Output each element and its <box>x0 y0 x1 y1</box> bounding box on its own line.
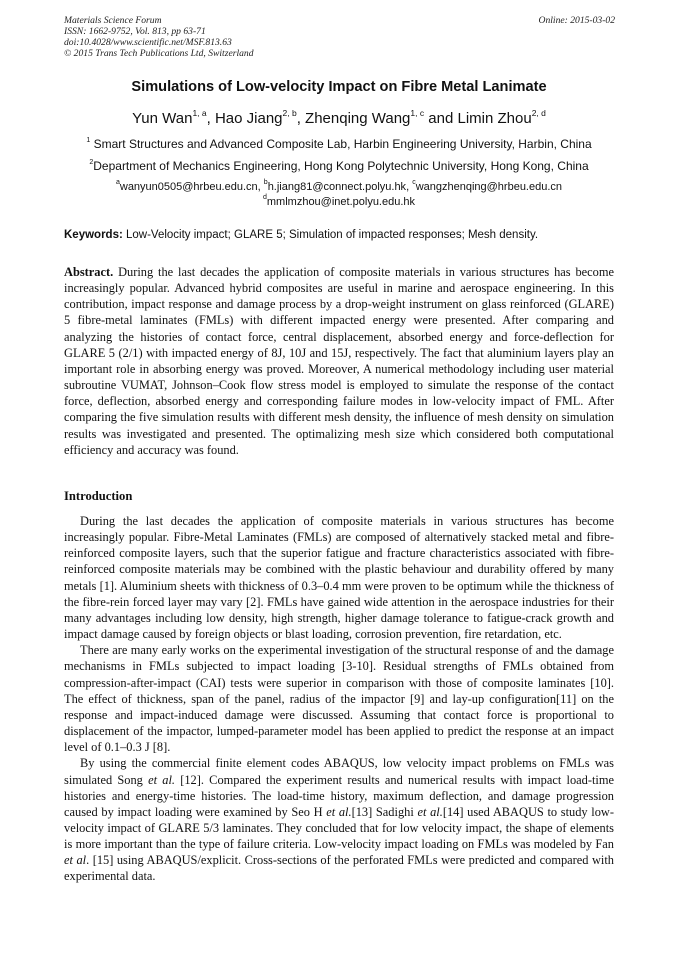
keywords-text: Low-Velocity impact; GLARE 5; Simulation of impacted responses; Mesh density. <box>122 229 539 241</box>
doi-line: doi:10.4028/www.scientific.net/MSF.813.63 <box>64 37 232 48</box>
abstract-label: Abstract. <box>64 265 114 279</box>
abstract <box>64 264 614 458</box>
email-address: h.jiang81@connect.polyu.hk <box>267 181 407 193</box>
author-list: Yun Wan$^{1, a}$, Hao Jiang$^{2, b}$, Zhenqing Wang$^{1, c}$ and Limin Zhou$^{2, d}$ <box>132 108 546 127</box>
copyright-line: © 2015 Trans Tech Publications Ltd, Switzerland <box>64 48 254 59</box>
author-sup: 1, c <box>410 108 425 118</box>
email-address: wanyun0505@hrbeu.edu.cn <box>119 181 258 193</box>
author-name: Yun Wan <box>132 110 193 127</box>
abstract-text: During the last decades the application of composite materials in various structures has become increasingly popular. Advanced hybrid composites are useful in marine and aerospace engineering. In this contribution, impact response and damage process by a drop-weight instrument on glass reinforced (GLARE) 5 fibre-metal laminates (FMLs) with different impacted energy were presented. After comparing and analyzing the histories of contact force, central displacement, absorbed energy and force-deflection for GLARE 5 (2/1) with impacted energy of 8J, 10J and 15J, respectively. The fact that aluminium layers play an important role in absorbing energy was proved. Moreover, A numerical methodology including user material subroutine VUMAT, Johnson–Cook flow stress model is employed to simulate the response of the contact force, deflection, absorbed energy and corresponding failure modes in low-velocity impact of FML. After comparing the five simulation results with different mesh density, the influence of mesh density on simulation results was investigated and presented. The optimalizing mesh size which considered both computational efficiency and accuracy was found. <box>64 265 614 457</box>
author-name: Limin Zhou <box>457 110 532 127</box>
keywords-label: Keywords: <box>64 229 123 241</box>
email-line-2: $^d$mmlmzhou@inet.polyu.edu.hk <box>262 194 416 208</box>
paper-title: Simulations of Low-velocity Impact on Fibre Metal Lanimate <box>131 79 547 95</box>
issn-line: ISSN: 1662-9752, Vol. 813, pp 63-71 <box>64 26 206 37</box>
email-address: mmlmzhou@inet.polyu.edu.hk <box>266 196 416 208</box>
paragraph: During the last decades the application of composite materials in various structures has become increasingly popular. Fibre-Metal Laminates (FMLs) are composed of alternatively stacked metal and fibre-reinforced composite layers, such that the superior fatigue and fracture characteristics associated with fibre-reinforced composite materials may be combined with the plastic behaviour and durability offered by many metals [1]. Aluminium sheets with thickness of 0.3–0.4 mm were proven to be optimum while the thickness of the fibre-rein forced layer may vary [2]. FMLs have gained wide attention in the aerospace industries for their many advantages including low density, high strength, higher damage tolerance to fatigue-crack growth and impact damage caused by foreign objects or blast loading, corrosion prevention, fire retardation, etc. <box>64 514 614 642</box>
email-line-1: $^a$wanyun0505@hrbeu.edu.cn, $^b$h.jiang81@connect.polyu.hk, $^c$wangzhenqing@hrbeu.edu.cn <box>115 179 563 193</box>
keywords <box>64 229 616 241</box>
author-name: Zhenqing Wang <box>305 110 411 127</box>
journal-header <box>64 15 254 59</box>
paragraph: There are many early works on the experimental investigation of the structural response of and the damage mechanisms in FMLs subjected to impact loading [3-10]. Residual strengths of FMLs obtained from compression-after-impact (CAI) tests were superior in comparison with those of composite laminates [10]. The effect of thickness, span of the panel, radius of the impactor [9] and lay-up configuration[11] on the response and impact-induced damage were discussed. Assuming that contact force is proportional to displacement of the impactor, lumped-parameter model has been applied to predict the response at an impact level of 0.1–0.3 J [8]. <box>64 643 614 755</box>
journal-name: Materials Science Forum <box>64 15 162 26</box>
introduction-heading: Introduction <box>64 489 133 503</box>
author-sup: 2, b <box>282 108 297 118</box>
affiliation-1: $^1$ Smart Structures and Advanced Composite Lab, Harbin Engineering University, Harbin, China <box>86 137 592 151</box>
affiliation-2: $^2$Department of Mechanics Engineering, Hong Kong Polytechnic University, Hong Kong, China <box>89 159 589 173</box>
paragraph: By using the commercial finite element codes ABAQUS, low velocity impact problems on FMLs was simulated Song et al. [12]. Compared the experiment results and numerical results with impact load-time histories and energy-time histories. The load-time history, maximum deflection, and damage progression caused by impact loading were examined by Seo H et al.[13] Sadighi et al.[14] used ABAQUS to study low-velocity impact of GLARE 5/3 laminates. They concluded that for low velocity impact, the shape of elements is more important than the type of failure criteria. Low-velocity impact loading on FMLs was modeled by Fan et al. [15] using ABAQUS/explicit. Cross-sections of the perforated FMLs were predicted and compared with experimental data. <box>64 756 615 884</box>
author-sup: 1, a <box>192 108 207 118</box>
author-name: Hao Jiang <box>214 110 283 127</box>
email-address: wangzhenqing@hrbeu.edu.cn <box>415 181 563 193</box>
author-sup: 2, d <box>531 108 546 118</box>
online-date: Online: 2015-03-02 <box>538 15 615 26</box>
introduction-body <box>64 513 614 885</box>
